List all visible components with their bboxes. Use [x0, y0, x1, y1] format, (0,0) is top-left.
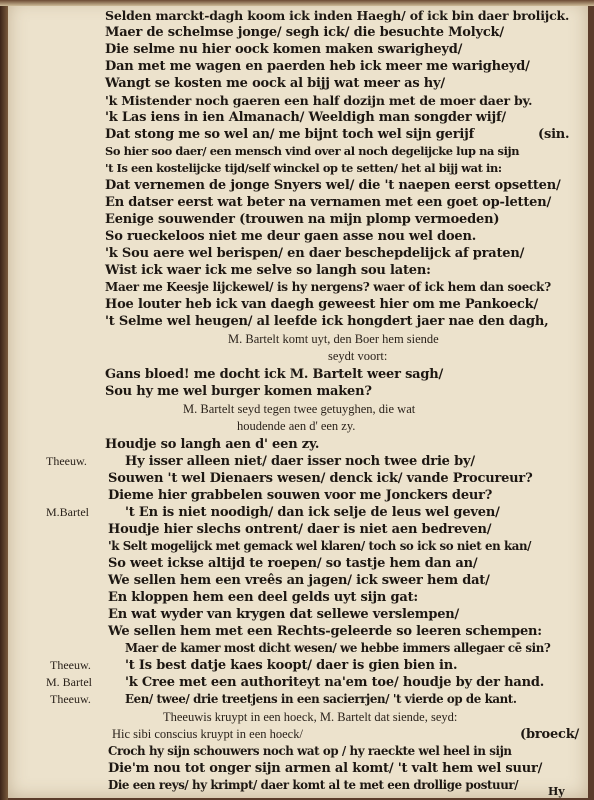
stage-direction: Theeuwis kruypt in een hoeck, M. Bartelt dat siende, seyd: [163, 710, 458, 724]
speaker-label: Theeuw. [50, 692, 91, 706]
stage-direction: M. Bartelt seyd tegen twee getuyghen, die wat [183, 402, 416, 416]
verse-line: We sellen hem met een Rechts-geleerde so leeren schempen: [108, 624, 542, 639]
stage-direction: houdende aen d' een zy. [237, 419, 356, 433]
speaker-label: M.Bartel [46, 505, 89, 519]
verse-line: We sellen hem een vreês an jagen/ ick sweer hem dat/ [108, 573, 490, 588]
verse-line: Die selme nu hier oock komen maken swarigheyd/ [105, 42, 463, 57]
verse-line: Eenige souwender (trouwen na mijn plomp vermoeden) [105, 212, 500, 227]
catchword: Hy [548, 785, 565, 798]
verse-line: 'k Sou aere wel berispen/ en daer beschepdelijck af praten/ [105, 246, 525, 261]
verse-line: Die'm nou tot onger sijn armen al komt/ 't valt hem wel suur/ [108, 761, 543, 776]
speaker-label: M. Bartel [46, 675, 92, 689]
verse-line: En kloppen hem een deel gelds uyt sijn gat: [108, 590, 418, 605]
verse-line: Dat stong me so wel an/ me bijnt toch wel sijn gerijf [105, 127, 474, 142]
verse-line: Dan met me wagen en paerden heb ick meer me warigheyd/ [105, 59, 530, 74]
stage-direction: M. Bartelt komt uyt, den Boer hem siende [228, 332, 439, 346]
verse-line: So weet ickse altijd te roepen/ so tastje hem dan an/ [108, 556, 478, 571]
verse-line: Hoe louter heb ick van daegh geweest hier om me Pankoeck/ [105, 297, 538, 312]
page-top-edge [0, 0, 594, 6]
stage-direction: Hic sibi conscius kruypt in een hoeck/ [112, 727, 303, 741]
verse-line: Een/ twee/ drie treetjens in een sacierrjen/ 't vierde op de kant. [125, 692, 517, 706]
verse-line: (sin. [538, 127, 570, 142]
verse-line: Houdje hier slechs ontrent/ daer is niet aen bedreven/ [108, 522, 492, 537]
verse-line: Die een reys/ hy krimpt/ daer komt al te met een drollige postuur/ [108, 778, 519, 792]
verse-line: Dat vernemen de jonge Snyers wel/ die 't naepen eerst opsetten/ [105, 178, 561, 193]
verse-line: 'k Cree met een authoriteyt na'em toe/ houdje by der hand. [125, 675, 545, 690]
verse-line: 't En is niet noodigh/ dan ick selje de leus wel geven/ [125, 505, 500, 520]
verse-line: Wist ick waer ick me selve so langh sou laten: [105, 263, 431, 278]
verse-line: Maer de schelmse jonge/ segh ick/ die besuchte Molyck/ [105, 25, 504, 40]
speaker-label: Theeuw. [46, 454, 87, 468]
verse-line: 't Is een kostelijcke tijd/self winckel op te setten/ het al bijj wat in: [105, 161, 502, 175]
speaker-label: Theeuw. [50, 658, 91, 672]
verse-line: Houdje so langh aen d' een zy. [105, 437, 320, 452]
verse-line: Souwen 't wel Dienaers wesen/ denck ick/ vande Procureur? [108, 471, 533, 486]
verse-line: So rueckeloos niet me deur gaen asse nou wel doen. [105, 229, 477, 244]
verse-line: En wat wyder van krygen dat sellewe verslempen/ [108, 607, 460, 622]
verse-line: 't Selme wel heugen/ al leefde ick hongdert jaer nae den dagh, [105, 314, 549, 329]
verse-line: 'k Mistender noch gaeren een half dozijn met de moer daer by. [105, 93, 533, 108]
verse-line: 'k Selt mogelijck met gemack wel klaren/ toch so ick so niet en kan/ [108, 539, 532, 553]
verse-line: Selden marckt-dagh koom ick inden Haegh/ of ick bin daer brolijck. [105, 8, 570, 23]
verse-line: Croch hy sijn schouwers noch wat op / hy raeckte wel heel in sijn [108, 744, 512, 758]
verse-line: (broeck/ [520, 727, 580, 742]
verse-line: En datser eerst wat beter na vernamen met een goet op-letten/ [105, 195, 552, 210]
verse-line: Wangt se kosten me oock al bijj wat meer as hy/ [105, 76, 445, 91]
stage-direction: seydt voort: [328, 349, 388, 363]
verse-line: Hy isser alleen niet/ daer isser noch twee drie by/ [125, 454, 475, 469]
verse-line: Maer me Keesje lijckewel/ is hy nergens? waer of ick hem dan soeck? [105, 280, 551, 294]
verse-line: 'k Las iens in ien Almanach/ Weeldigh man songder wijf/ [105, 110, 506, 125]
page-binding-edge [0, 0, 8, 800]
verse-line: Maer de kamer most dicht wesen/ we hebbe immers allegaer cē sin? [125, 641, 551, 655]
verse-line: Dieme hier grabbelen souwen voor me Jonckers deur? [108, 488, 493, 503]
verse-line: 't Is best datje kaes koopt/ daer is gien bien in. [125, 658, 458, 673]
verse-line: So hier soo daer/ een mensch vind over al noch degelijcke lup na sijn [105, 144, 520, 158]
verse-line: Gans bloed! me docht ick M. Bartelt weer sagh/ [105, 367, 444, 382]
verse-line: Sou hy me wel burger komen maken? [105, 384, 372, 399]
